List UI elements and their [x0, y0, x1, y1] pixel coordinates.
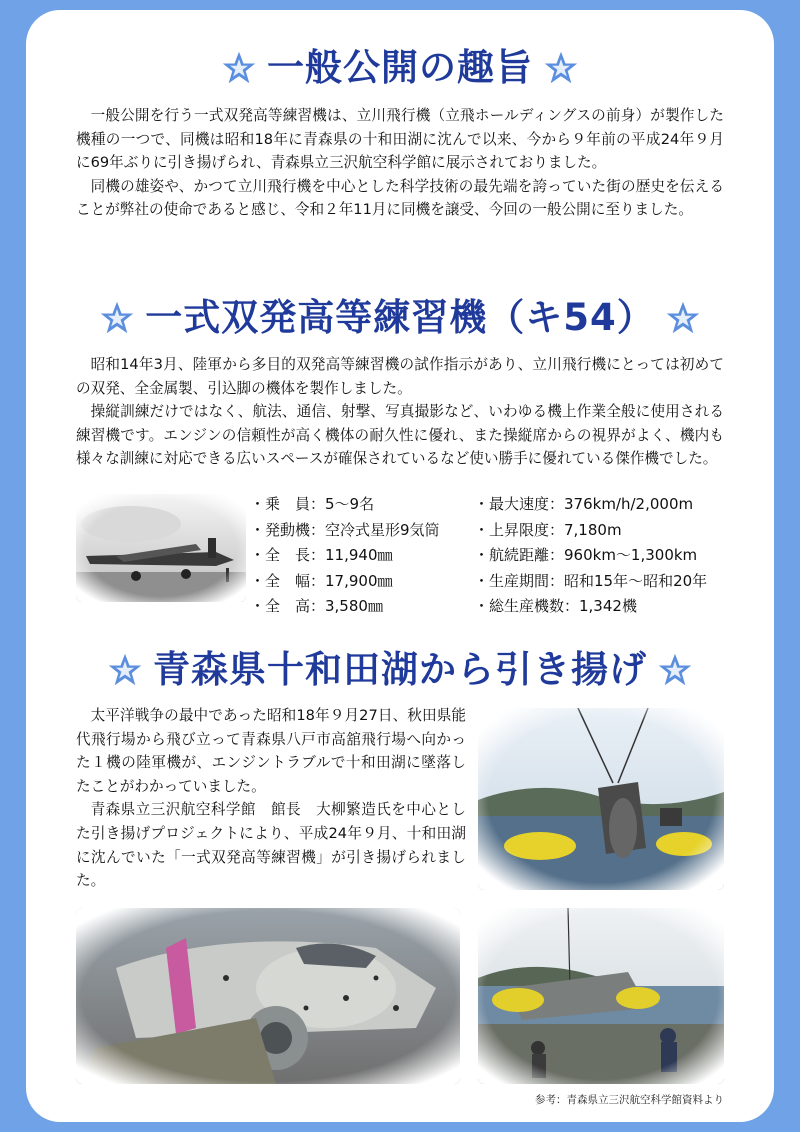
section-title: 一式双発高等練習機（キ54）	[145, 296, 655, 339]
spec-item: ・発動機：空冷式星形9気筒	[250, 520, 440, 539]
paragraph: 太平洋戦争の最中であった昭和18年９月27日、秋田県能代飛行場から飛び立って青森県八戸市高舘飛行場へ向かった１機の陸軍機が、エンジントラブルで十和田湖に墜落したことがわかっていました。	[76, 707, 466, 795]
recovery-text	[76, 704, 466, 893]
lake-recovery-photo	[478, 708, 724, 890]
spec-item: ・生産期間：昭和15年〜昭和20年	[474, 571, 708, 590]
paragraph: 操縦訓練だけではなく、航法、通信、射撃、写真撮影など、いわゆる機上作業全般に使用される練習機です。エンジンの信頼性が高く機体の耐久性に優れ、また操縦席からの視界がよく、機内も様々な訓練に対応できる広いスペースが確保されているなど使い勝手に優れている傑作機でした。	[76, 403, 724, 468]
spec-item: ・全 長：11,940㎜	[250, 546, 393, 565]
aircraft-text	[76, 353, 724, 471]
section-heading-aircraft	[0, 296, 800, 340]
star-icon	[221, 50, 257, 86]
paragraph: 青森県立三沢航空科学館 館長 大柳繁造氏を中心とした引き揚げプロジェクトにより、平成24年９月、十和田湖に沈んでいた「一式双発高等練習機」が引き揚げられました。	[76, 801, 466, 890]
section-heading-purpose	[0, 46, 800, 90]
spec-item: ・乗 員：5〜9名	[250, 495, 375, 513]
wreck-exhibit-photo	[76, 908, 460, 1084]
section-title: 一般公開の趣旨	[267, 46, 533, 89]
purpose-text	[76, 104, 724, 222]
section-heading-recovery	[0, 648, 800, 692]
source-note: 参考：青森県立三沢航空科学館資料より	[535, 1094, 724, 1106]
spec-item: ・全 幅：17,900㎜	[250, 571, 393, 590]
star-icon	[657, 652, 693, 688]
section-title: 青森県十和田湖から引き揚げ	[153, 648, 647, 691]
spec-item: ・総生産機数：1,342機	[474, 597, 637, 616]
star-icon	[543, 50, 579, 86]
aircraft-historical-photo	[76, 494, 246, 602]
spec-item: ・全 高：3,580㎜	[250, 597, 383, 616]
lifting-crane-photo	[478, 908, 724, 1084]
specs-list-right	[474, 492, 707, 620]
spec-item: ・航続距離：960km〜1,300km	[474, 546, 698, 565]
star-icon	[107, 652, 143, 688]
spec-item: ・上昇限度：7,180m	[474, 520, 622, 539]
paragraph: 一般公開を行う一式双発高等練習機は、立川飛行機（立飛ホールディングスの前身）が製作した機種の一つで、同機は昭和18年に青森県の十和田湖に沈んで以来、今から９年前の平成24年９月に69年ぶりに引き揚げられ、青森県立三沢航空科学館に展示されておりました。	[76, 107, 724, 172]
spec-item: ・最大速度：376km/h/2,000m	[474, 495, 694, 513]
star-icon	[99, 300, 135, 336]
paragraph: 同機の雄姿や、かつて立川飛行機を中心とした科学技術の最先端を誇っていた街の歴史を伝えることが弊社の使命であると感じ、令和２年11月に同機を譲受、今回の一般公開に至りました。	[76, 177, 724, 219]
specs-list-left	[250, 492, 440, 620]
star-icon	[665, 300, 701, 336]
paragraph: 昭和14年3月、陸軍から多目的双発高等練習機の試作指示があり、立川飛行機にとっては初めての双発、全金属製、引込脚の機体を製作しました。	[76, 356, 724, 397]
